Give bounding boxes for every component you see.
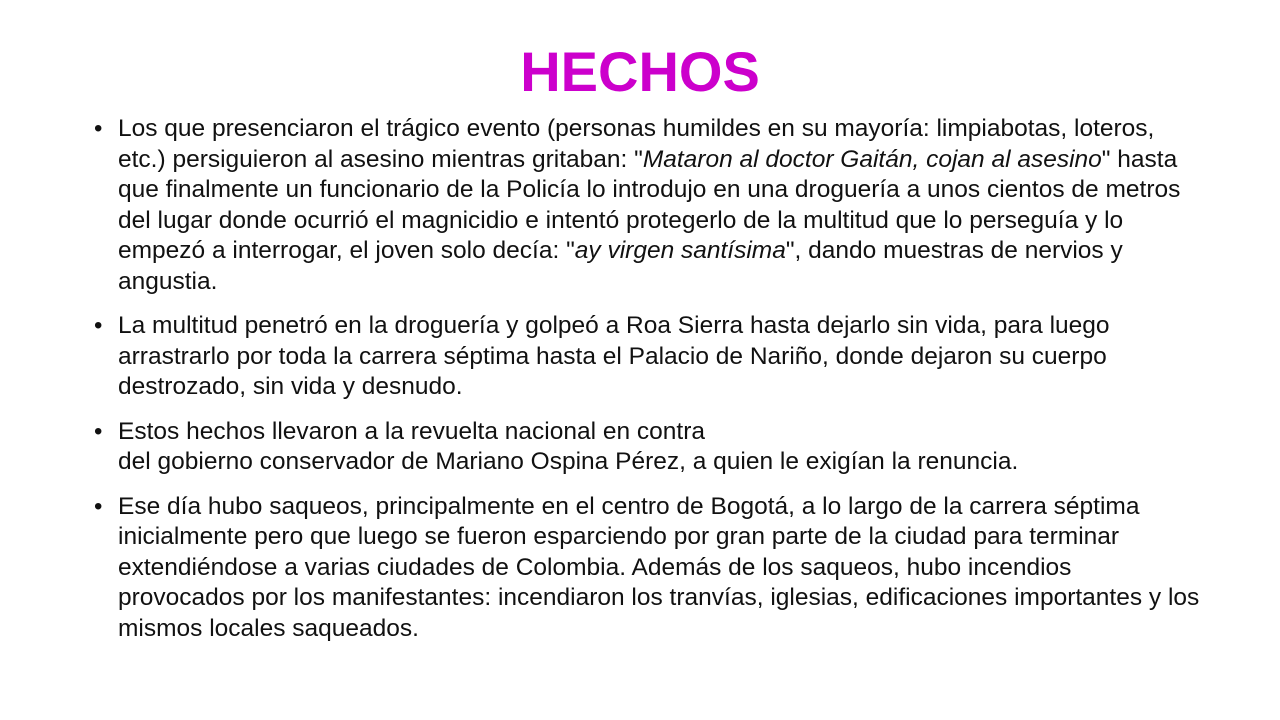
text-run: ", dando muestras de nervios y angustia. [118,237,1123,295]
bullet-item [92,417,1204,478]
text-run: Los que presenciaron el trágico evento (personas humildes en su mayoría: limpiabotas, loteros, etc.) persiguieron al asesino mientras gritaban: " [118,115,1155,173]
bullet-item [92,114,1204,297]
bullet-text [118,418,1018,476]
bullet-text [118,115,1180,295]
bullet-dot-icon: • [94,115,103,142]
slide-title: HECHOS [520,40,760,103]
text-run: Ese día hubo saqueos, principalmente en el centro de Bogotá, a lo largo de la carrera séptima inicialmente pero que luego se fueron esparciendo por gran parte de la ciudad para terminar extendiéndose a varias ciudades de Colombia. Además de los saqueos, hubo incendios provocados por los manifestantes: incendiaron los tranvías, iglesias, edificaciones importantes y los mismos locales saqueados. [118,492,1200,642]
quoted-text: Mataron al doctor Gaitán, cojan al asesino [642,145,1102,173]
text-run: Estos hechos llevaron a la revuelta nacional en contra [118,417,705,445]
bullet-item [92,311,1204,403]
text-run: La multitud penetró en la droguería y golpeó a Roa Sierra hasta dejarlo sin vida, para luego arrastrarlo por toda la carrera séptima hasta el Palacio de Nariño, donde dejaron su cuerpo destrozado, sin vida y desnudo. [118,312,1110,400]
text-run: " hasta que finalmente un funcionario de la Policía lo introdujo en una droguería a unos cientos de metros del lugar donde ocurrió el magnicidio e intentó protegerlo de la multitud que lo perseguía y lo empezó a interrogar, el joven solo decía: " [118,145,1181,264]
bullet-dot-icon: • [94,312,103,339]
bullet-text [118,493,1199,642]
bullet-text [118,312,1110,400]
bullet-list [92,114,1204,658]
bullet-dot-icon: • [94,417,103,445]
bullet-dot-icon: • [94,492,103,520]
text-run: del gobierno conservador de Mariano Ospina Pérez, a quien le exigían la renuncia. [118,448,1019,475]
quoted-text: ay virgen santísima [574,237,786,264]
bullet-item [92,492,1204,645]
